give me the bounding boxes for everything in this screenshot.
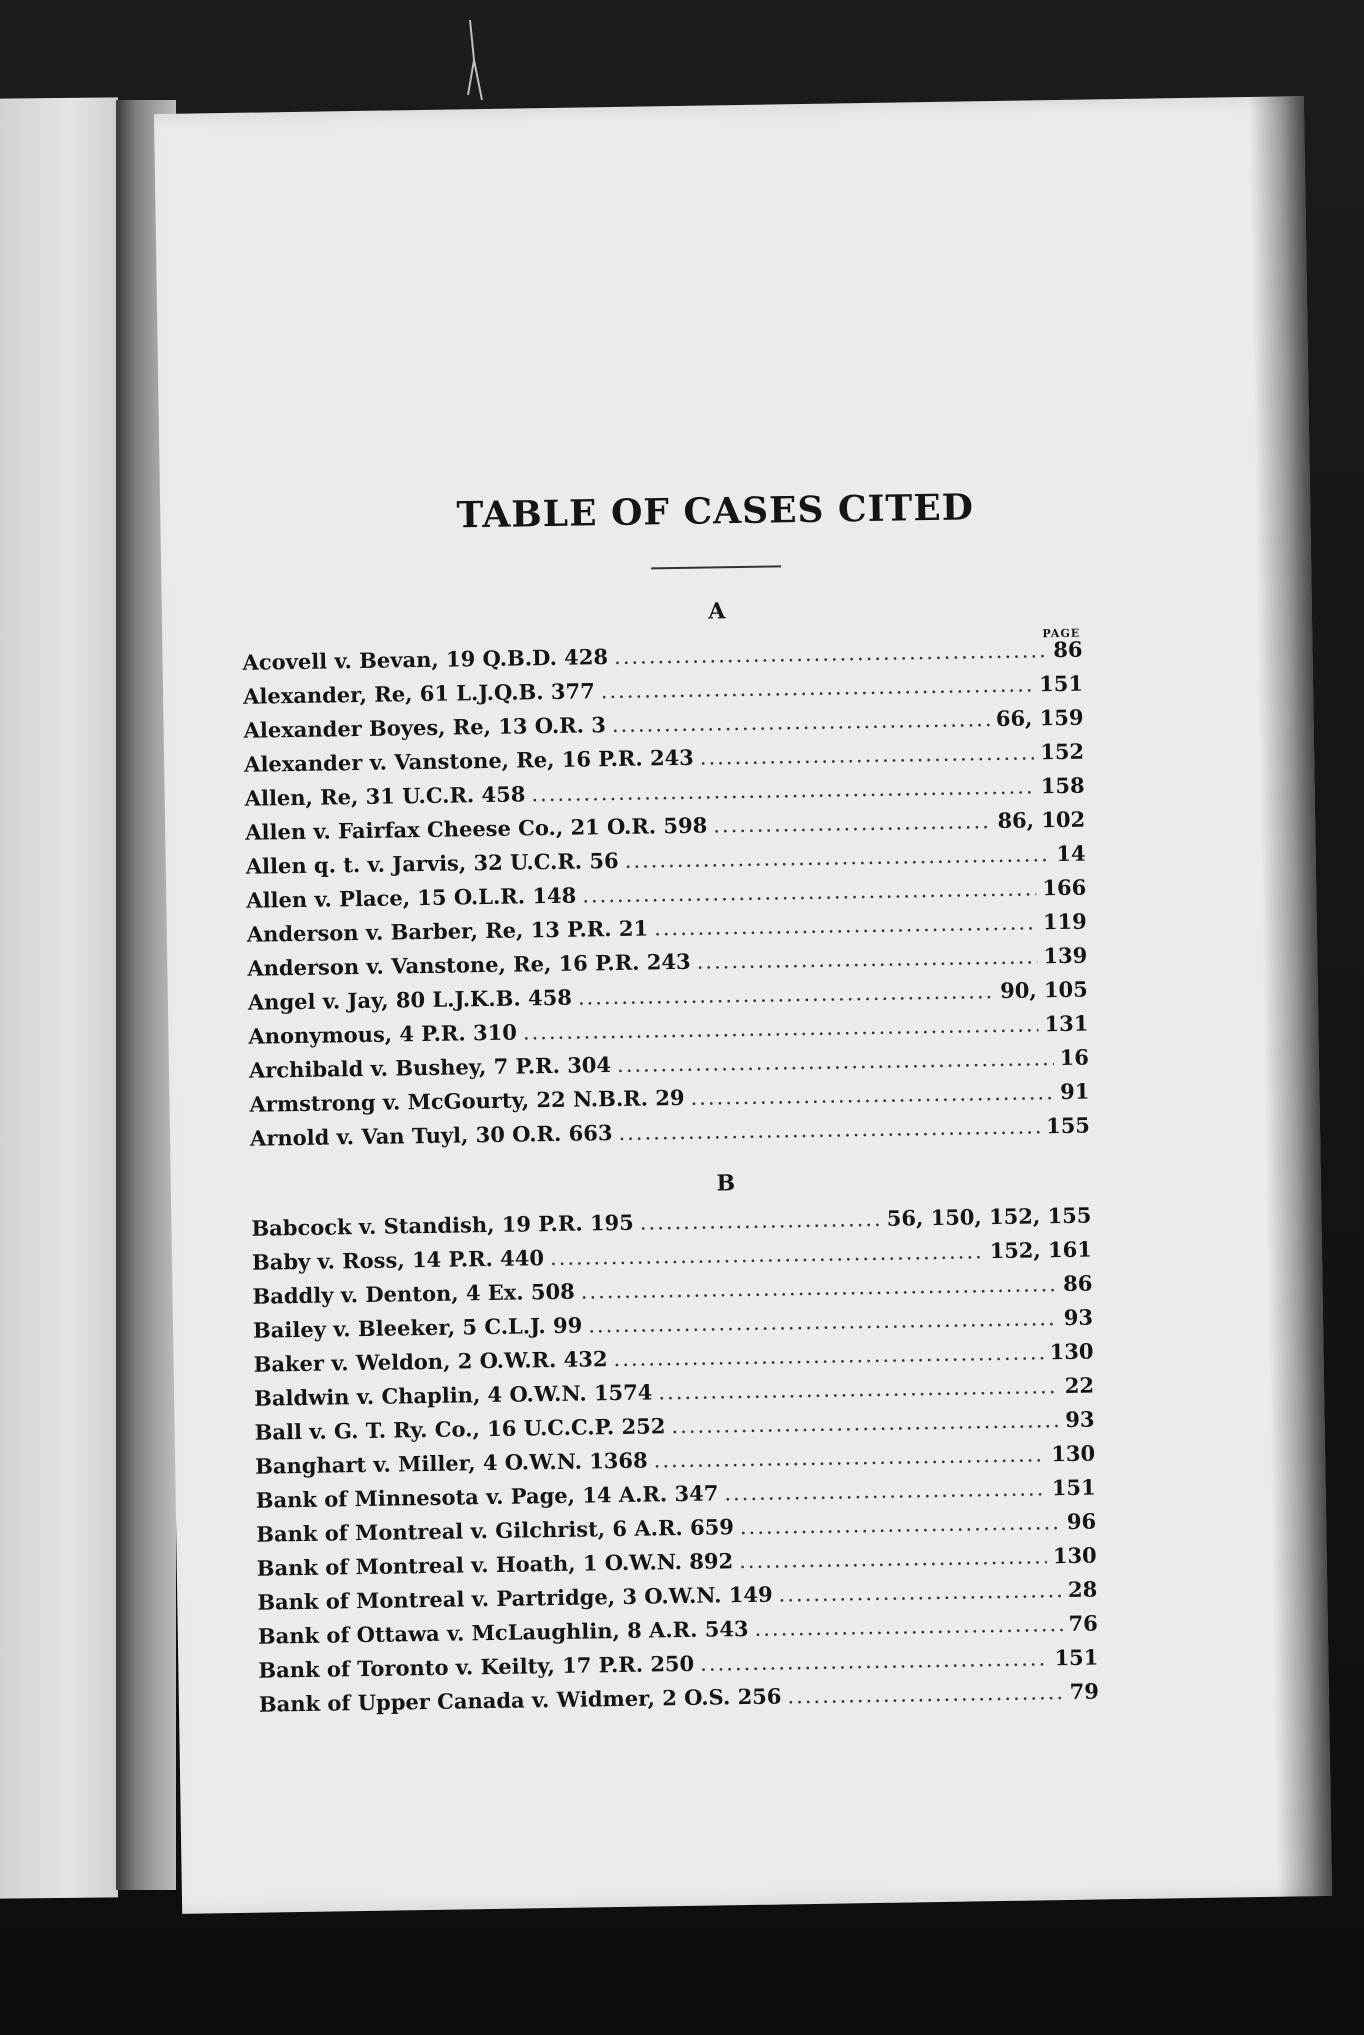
page-reference: 86 [1053, 636, 1083, 663]
dot-leader [550, 1235, 984, 1275]
page-reference: 14 [1056, 840, 1086, 867]
case-citation: Bailey v. Bleeker, 5 C.L.J. 99 [252, 1312, 583, 1343]
dot-leader [653, 1438, 1045, 1477]
dot-leader [671, 1404, 1059, 1443]
page-reference: 130 [1051, 1440, 1096, 1467]
page-reference: 151 [1038, 670, 1084, 697]
case-citation: Alexander Boyes, Re, 13 O.R. 3 [243, 712, 607, 743]
case-citation: Allen q. t. v. Jarvis, 32 U.C.R. 56 [245, 847, 619, 879]
dot-leader [654, 906, 1037, 945]
dot-leader [754, 1608, 1062, 1646]
dot-leader [613, 1336, 1044, 1376]
dot-leader [617, 1042, 1054, 1082]
page-reference: 93 [1063, 1304, 1094, 1330]
page-reference: 119 [1042, 908, 1087, 935]
page-edge-shadow [1249, 96, 1332, 1897]
page-reference: 56, 150, 152, 155 [886, 1202, 1092, 1231]
case-citation: Allen v. Fairfax Cheese Co., 21 O.R. 598 [245, 812, 708, 845]
page-reference: 130 [1049, 1338, 1094, 1365]
case-citation: Anderson v. Vanstone, Re, 16 P.R. 243 [247, 948, 691, 981]
case-citation: Archibald v. Bushey, 7 P.R. 304 [248, 1052, 612, 1083]
page-reference: 79 [1069, 1678, 1100, 1704]
page-reference: 158 [1040, 772, 1085, 799]
page-reference: 130 [1052, 1542, 1097, 1569]
dot-leader [778, 1574, 1062, 1611]
dot-leader [696, 940, 1037, 978]
dot-leader [700, 736, 1035, 774]
case-citation: Angel v. Jay, 80 L.J.K.B. 458 [247, 984, 573, 1015]
dot-leader [739, 1540, 1047, 1578]
case-citation: Anderson v. Barber, Re, 13 P.R. 21 [246, 915, 649, 947]
case-citation: Allen v. Place, 15 O.L.R. 148 [246, 882, 577, 913]
section-b-list [251, 1199, 1099, 1722]
dot-leader [690, 1076, 1054, 1115]
page-reference: 76 [1068, 1610, 1098, 1636]
page-reference: 66, 159 [995, 704, 1084, 731]
dot-leader [624, 838, 1050, 878]
case-citation: Baker v. Weldon, 2 O.W.R. 432 [253, 1346, 608, 1377]
page-title: TABLE OF CASES CITED [456, 486, 975, 537]
title-rule [651, 565, 781, 569]
dot-leader [612, 703, 991, 742]
page-reference: 96 [1066, 1508, 1097, 1534]
page-column-heading: PAGE [1042, 626, 1081, 641]
dot-leader [600, 668, 1033, 708]
dot-leader [614, 634, 1048, 674]
case-citation: Baby v. Ross, 14 P.R. 440 [251, 1245, 545, 1275]
case-citation: Allen, Re, 31 U.C.R. 458 [244, 781, 526, 811]
page-reference: 86, 102 [997, 806, 1086, 833]
page-reference: 16 [1059, 1044, 1090, 1071]
dot-leader [578, 975, 995, 1015]
page-reference: 152 [1040, 738, 1085, 765]
case-citation: Bank of Ottawa v. McLaughlin, 8 A.R. 543 [257, 1615, 749, 1649]
dot-leader [700, 1642, 1049, 1680]
dot-leader [724, 1472, 1046, 1510]
bookmark-ribbon-icon [460, 20, 490, 110]
page-reference: 139 [1043, 942, 1088, 969]
section-a-list [242, 633, 1090, 1156]
case-citation: Bank of Toronto v. Keilty, 17 P.R. 250 [258, 1650, 695, 1683]
case-citation: Bank of Montreal v. Gilchrist, 6 A.R. 659 [256, 1514, 735, 1547]
case-citation: Bank of Montreal v. Partridge, 3 O.W.N. 149 [257, 1581, 773, 1615]
page-reference: 166 [1042, 874, 1087, 901]
page-reference: 93 [1065, 1406, 1095, 1432]
case-citation: Alexander, Re, 61 L.J.Q.B. 377 [242, 678, 595, 709]
dot-leader [713, 805, 992, 842]
left-page-edge [0, 97, 118, 1898]
case-citation: Ball v. G. T. Ry. Co., 16 U.C.C.P. 252 [254, 1413, 666, 1445]
page-reference: 151 [1054, 1644, 1099, 1671]
dot-leader [658, 1370, 1059, 1409]
case-citation: Bank of Montreal v. Hoath, 1 O.W.N. 892 [256, 1548, 734, 1581]
case-citation: Armstrong v. McGourty, 22 N.B.R. 29 [249, 1084, 685, 1117]
case-citation: Bank of Upper Canada v. Widmer, 2 O.S. 256 [258, 1683, 782, 1717]
case-citation: Baddly v. Denton, 4 Ex. 508 [252, 1278, 575, 1309]
page-reference: 151 [1051, 1474, 1096, 1501]
case-citation: Acovell v. Bevan, 19 Q.B.D. 428 [242, 644, 609, 675]
case-citation: Alexander v. Vanstone, Re, 16 P.R. 243 [243, 744, 694, 777]
page-reference: 131 [1044, 1010, 1089, 1037]
dot-leader [618, 1110, 1040, 1150]
case-citation: Anonymous, 4 P.R. 310 [248, 1019, 518, 1049]
page-reference: 28 [1067, 1576, 1098, 1602]
case-citation: Bank of Minnesota v. Page, 14 A.R. 347 [255, 1480, 719, 1513]
page-reference: 86 [1062, 1270, 1093, 1297]
page-reference: 155 [1045, 1112, 1091, 1139]
case-citation: Banghart v. Miller, 4 O.W.N. 1368 [254, 1447, 648, 1479]
case-citation: Baldwin v. Chaplin, 4 O.W.N. 1574 [253, 1379, 653, 1411]
dot-leader [787, 1676, 1064, 1713]
page-reference: 90, 105 [999, 976, 1088, 1003]
section-letter-b: B [716, 1170, 736, 1197]
section-letter-a: A [708, 598, 726, 625]
case-citation: Arnold v. Van Tuyl, 30 O.R. 663 [249, 1120, 613, 1151]
page-reference: 91 [1059, 1078, 1090, 1105]
page-reference: 22 [1064, 1372, 1095, 1398]
dot-leader [640, 1203, 881, 1240]
case-citation: Babcock v. Standish, 19 P.R. 195 [251, 1209, 634, 1241]
dot-leader [740, 1506, 1062, 1544]
page-reference: 152, 161 [989, 1236, 1093, 1264]
table-of-cases [240, 485, 1099, 1722]
book-page [154, 96, 1332, 1914]
